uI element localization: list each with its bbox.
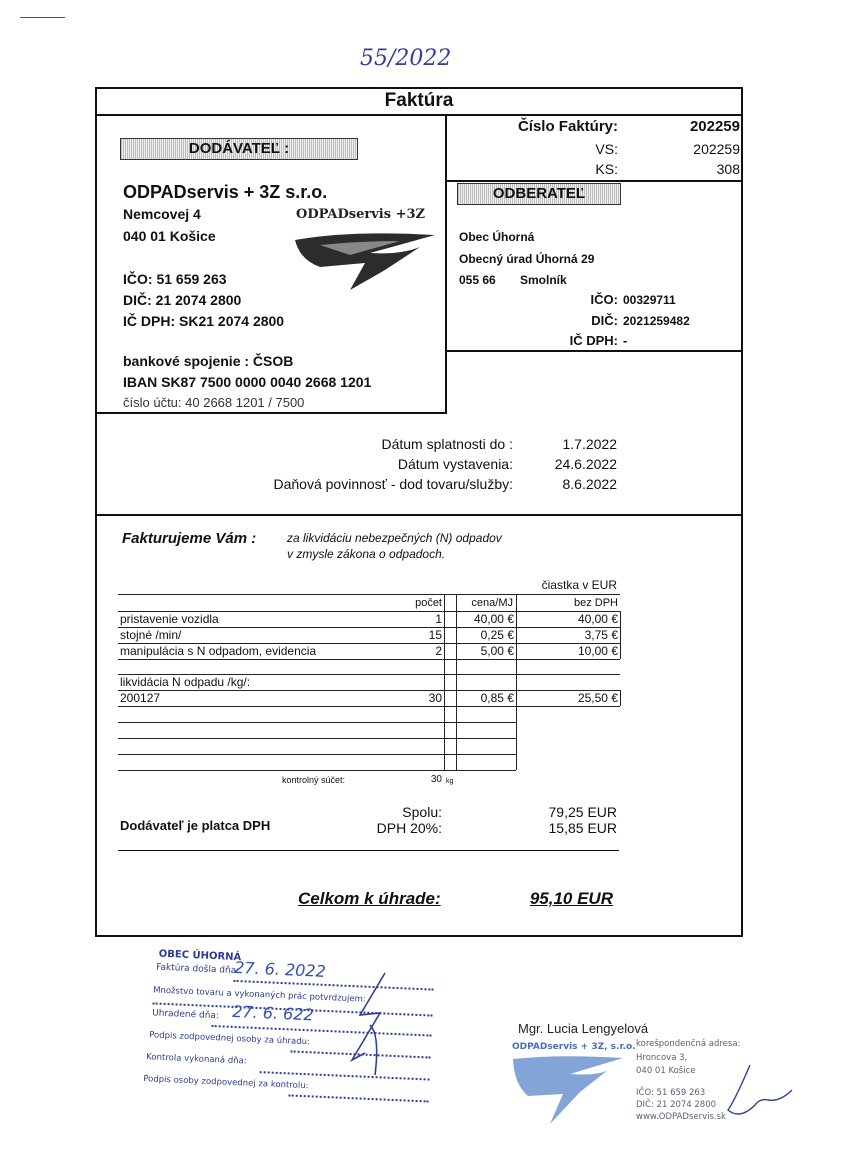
invoice-title: Faktúra: [384, 90, 454, 111]
customer-town: Smolník: [520, 273, 567, 287]
col-divider: [444, 594, 445, 770]
supplier-box-right: [445, 114, 447, 414]
row-price: 0,85 €: [480, 691, 514, 705]
totals-rule: [118, 850, 619, 851]
supplier-city: 040 01 Košice: [123, 228, 216, 244]
customer-dic-label: DIČ:: [591, 313, 618, 328]
row-qty: 30: [428, 691, 442, 705]
supplier-ico: IČO: 51 659 263: [123, 271, 227, 287]
row-price: 5,00 €: [480, 644, 514, 658]
control-sum-value: 30: [430, 774, 442, 785]
supplier-logo-text: ODPADservis +3Z: [296, 207, 425, 222]
issue-date: 24.6.2022: [554, 456, 617, 472]
row-qty: 2: [435, 644, 442, 658]
vs-label: VS:: [595, 141, 618, 157]
stamp-line-5: Kontrola vykonaná dňa:: [146, 1052, 247, 1067]
grand-total-value: 95,10 EUR: [529, 889, 613, 908]
vat-value: 15,85 EUR: [548, 820, 617, 836]
stamp-company-name: ODPADservis + 3Z, s.r.o.: [512, 1042, 636, 1052]
due-date: 1.7.2022: [562, 436, 617, 452]
invoice-number-label: Číslo Faktúry:: [517, 118, 618, 135]
supplier-bank: bankové spojenie : ČSOB: [123, 353, 294, 369]
ks-label: KS:: [595, 161, 618, 177]
col-price-header: cena/MJ: [471, 597, 513, 609]
customer-ico: 00329711: [623, 293, 676, 307]
row-total: 3,75 €: [584, 628, 618, 642]
sum-label: Spolu:: [402, 804, 442, 820]
stamp-line-2: Množstvo tovaru a vykonaných prác potvrdzujem:: [152, 985, 366, 1005]
row-desc: manipulácia s N odpadom, evidencia: [120, 644, 317, 658]
table-row-rule: [118, 738, 516, 739]
customer-ic-dph-label: IČ DPH:: [569, 333, 618, 348]
stamp-ico: IČO: 51 659 263: [636, 1088, 706, 1098]
customer-box-bottom: [445, 350, 743, 352]
col-divider: [620, 611, 621, 659]
col-divider: [456, 594, 457, 770]
row-price: 40,00 €: [473, 612, 514, 626]
corner-mark: [20, 17, 65, 18]
stamp-address-2: 040 01 Košice: [636, 1066, 696, 1076]
title-divider: [95, 114, 743, 116]
customer-dic: 2021259482: [623, 314, 690, 328]
customer-office: Obecný úrad Úhorná 29: [459, 252, 595, 266]
handwritten-invoice-number: 55/2022: [360, 46, 452, 71]
row-total: 25,50 €: [577, 691, 618, 705]
tax-date-label: Daňová povinnosť - dod tovaru/služby:: [273, 476, 513, 492]
row-qty: 15: [428, 628, 442, 642]
vs-value: 202259: [693, 141, 740, 157]
billing-divider: [95, 514, 743, 516]
customer-box-top: [445, 180, 743, 182]
stamp-web: www.ODPADservis.sk: [636, 1112, 726, 1122]
stamp-received-date: 27. 6. 2022: [233, 957, 327, 981]
row-total: 40,00 €: [577, 612, 618, 626]
sum-value: 79,25 EUR: [548, 804, 617, 820]
row-qty: 1: [435, 612, 442, 626]
supplier-logo: [290, 205, 440, 295]
supplier-dic: DIČ: 21 2074 2800: [123, 292, 242, 308]
col-divider: [516, 594, 517, 770]
supplier-logo-mark: [290, 205, 440, 295]
stamp-logo-mark: [508, 1054, 628, 1134]
company-stamp: [508, 1036, 748, 1136]
stamp-dic: DIČ: 21 2074 2800: [636, 1100, 717, 1110]
supplier-account: číslo účtu: 40 2668 1201 / 7500: [123, 395, 305, 410]
billing-label: Fakturujeme Vám :: [122, 530, 257, 547]
tax-date: 8.6.2022: [562, 476, 617, 492]
customer-name: Obec Úhorná: [459, 230, 535, 244]
invoice-number: 202259: [689, 118, 740, 135]
stamp-line-4: Podpis zodpovednej osoby za úhradu:: [148, 1030, 311, 1048]
row-desc: 200127: [120, 691, 161, 705]
stamp-title: OBEC ÚHORNÁ: [158, 948, 242, 964]
vat-payer-note: Dodávateľ je platca DPH: [120, 818, 271, 833]
row-desc: pristavenie vozidla: [120, 612, 219, 626]
company-signature: [720, 1060, 800, 1130]
stamp-line-1: Faktúra došla dňa:: [155, 962, 240, 977]
table-row-rule: [118, 659, 620, 660]
approval-signature: [330, 965, 410, 1085]
amount-header: čiastka v EUR: [541, 578, 617, 592]
vat-label: DPH 20%:: [376, 820, 442, 836]
table-top-rule: [118, 594, 620, 595]
stamp-line-6: Podpis osoby zodpovednej za kontrolu:: [143, 1074, 309, 1092]
customer-header: ODBERATEĽ: [457, 183, 621, 205]
supplier-ic-dph: IČ DPH: SK21 2074 2800: [123, 313, 285, 329]
table-row-rule: [118, 706, 620, 707]
control-sum-unit: kg: [446, 778, 454, 785]
grand-total-label: Celkom k úhrade:: [298, 889, 441, 908]
billing-desc-1: za likvidáciu nebezpečných (N) odpadov: [287, 531, 502, 545]
col-total-header: bez DPH: [573, 597, 618, 609]
col-qty-header: počet: [415, 597, 442, 609]
stamp-line-3: Uhradené dňa:: [151, 1008, 220, 1022]
stamp-address-1: Hroncova 3,: [636, 1053, 688, 1063]
row-price: 0,25 €: [480, 628, 514, 642]
row-desc: likvidácia N odpadu /kg/:: [120, 675, 251, 689]
supplier-box-bottom: [95, 412, 447, 414]
table-row-rule: [118, 722, 516, 723]
supplier-name: ODPADservis + 3Z s.r.o.: [123, 182, 328, 202]
signatory-name: Mgr. Lucia Lengyelová: [518, 1021, 649, 1036]
row-total: 10,00 €: [577, 644, 618, 658]
customer-ic-dph: -: [623, 333, 628, 348]
table-row-rule: [118, 770, 516, 771]
col-divider: [620, 690, 621, 706]
customer-zip: 055 66: [459, 273, 496, 287]
due-date-label: Dátum splatnosti do :: [381, 436, 513, 452]
ks-value: 308: [716, 161, 740, 177]
supplier-street: Nemcovej 4: [123, 206, 201, 222]
row-desc: stojné /min/: [120, 628, 182, 642]
issue-date-label: Dátum vystavenia:: [397, 456, 513, 472]
stamp-dots: [289, 1094, 429, 1102]
billing-desc-2: v zmysle zákona o odpadoch.: [287, 547, 446, 561]
stamp-address-title: korešpondenčná adresa:: [636, 1039, 741, 1049]
table-row-rule: [118, 754, 516, 755]
supplier-header: DODÁVATEĽ :: [120, 138, 358, 160]
supplier-iban: IBAN SK87 7500 0000 0040 2668 1201: [123, 374, 372, 390]
stamp-paid-date: 27. 6. 622: [231, 1001, 315, 1025]
control-sum-label: kontrolný súčet:: [282, 775, 346, 785]
customer-ico-label: IČO:: [590, 292, 618, 307]
